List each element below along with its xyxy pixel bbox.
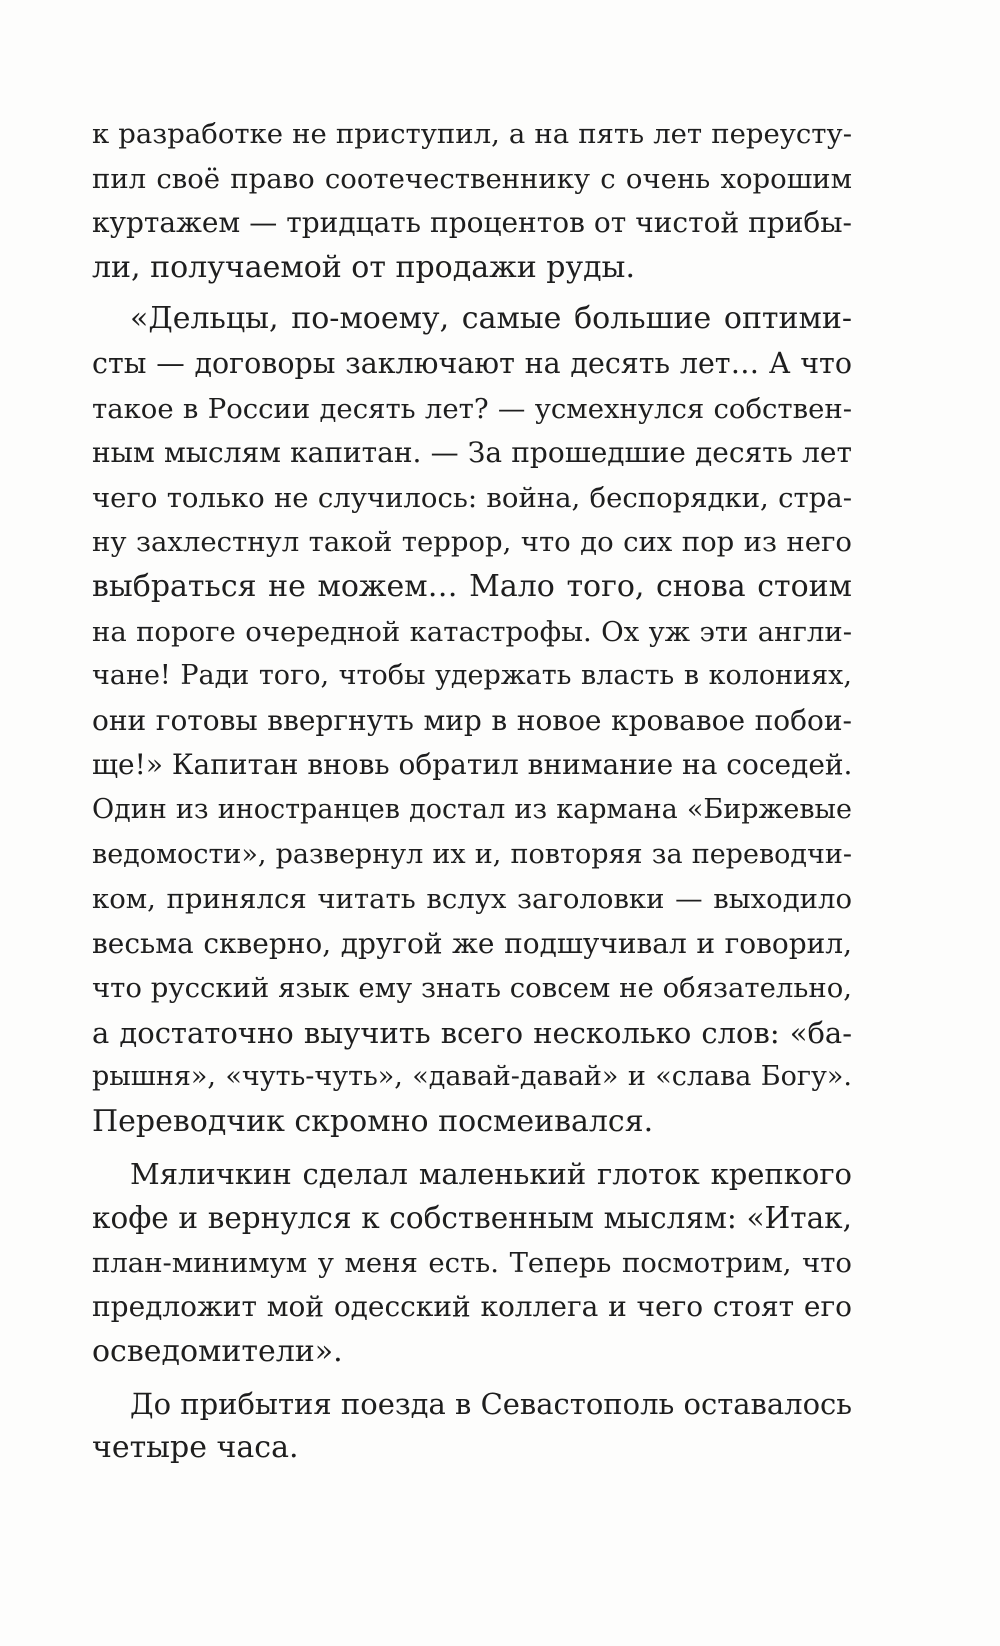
text-line: они готовы ввергнуть мир в новое кровавое побои- xyxy=(92,703,852,737)
text-line: выбраться не можем… Мало того, снова стоим xyxy=(92,568,852,604)
text-line: ведомости», развернул их и, повторяя за переводчи- xyxy=(92,838,852,870)
text-line: ком, принялся читать вслух заголовки — выходило xyxy=(92,883,852,916)
text-line: «Дельцы, по-моему, самые большие оптими- xyxy=(130,301,852,337)
text-line: а достаточно выучить всего несколько слов: «ба- xyxy=(92,1015,852,1050)
text-line: четыре часа. xyxy=(92,1430,299,1466)
text-line: осведомители». xyxy=(92,1334,343,1370)
text-line: весьма скверно, другой же подшучивал и говорил, xyxy=(92,926,852,960)
text-line: кофе и вернулся к собственным мыслям: «Итак, xyxy=(92,1201,852,1236)
text-line: чего только не случилось: война, беспорядки, стра- xyxy=(92,481,852,514)
text-line: рышня», «чуть-чуть», «давай-давай» и «слава Богу». xyxy=(92,1061,852,1093)
text-line: пил своё право соотечественнику с очень хорошим xyxy=(92,162,852,195)
paragraph xyxy=(92,1382,852,1471)
text-line: Переводчик скромно посмеивался. xyxy=(92,1104,654,1140)
text-line: ну захлестнул такой террор, что до сих пор из него xyxy=(92,526,852,559)
text-line: что русский язык ему знать совсем не обязательно, xyxy=(92,972,852,1005)
text-line: сты — договоры заключают на десять лет… А что xyxy=(92,346,852,380)
page-text xyxy=(92,112,852,1471)
paragraph xyxy=(92,1152,852,1375)
text-line: предложит мой одесский коллега и чего стоят его xyxy=(92,1290,852,1324)
paragraph xyxy=(92,112,852,290)
text-line: ще!» Капитан вновь обратил внимание на соседей. xyxy=(92,748,853,782)
paragraph xyxy=(92,297,852,1144)
text-line: ли, получаемой от продажи руды. xyxy=(92,249,635,285)
text-line: куртажем — тридцать процентов от чистой прибы- xyxy=(92,206,852,240)
text-line: на пороге очередной катастрофы. Ох уж эти англи- xyxy=(92,615,852,648)
text-line: такое в России десять лет? — усмехнулся собствен- xyxy=(92,392,852,425)
text-line: До прибытия поезда в Севастополь оставалось xyxy=(130,1386,853,1421)
text-line: Один из иностранцев достал из кармана «Биржевые xyxy=(92,793,852,825)
text-line: к разработке не приступил, а на пять лет переусту- xyxy=(92,118,852,150)
text-line: ным мыслям капитан. — За прошедшие десять лет xyxy=(92,436,852,470)
text-line: Мяличкин сделал маленький глоток крепкого xyxy=(130,1156,852,1191)
text-line: чане! Ради того, чтобы удержать власть в колониях, xyxy=(92,660,852,692)
text-line: план-минимум у меня есть. Теперь посмотрим, что xyxy=(92,1246,852,1279)
